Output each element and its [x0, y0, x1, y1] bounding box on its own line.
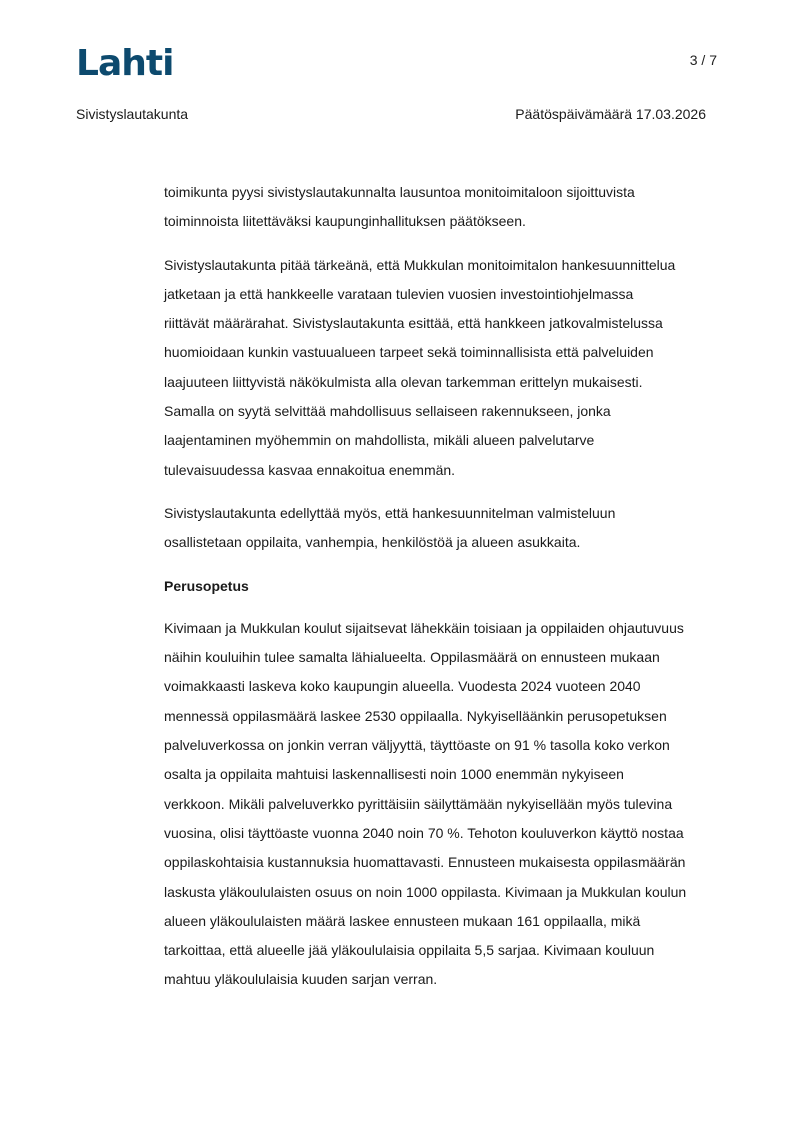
text-line: laskusta yläkoululaisten osuus on noin 1000 oppilasta. Kivimaan ja Mukkulan koulun	[164, 883, 687, 900]
text-line: Samalla on syytä selvittää mahdollisuus sellaiseen rakennukseen, jonka	[164, 403, 611, 420]
text-line: toimikunta pyysi sivistyslautakunnalta lausuntoa monitoimitaloon sijoittuvista	[164, 184, 635, 200]
text-line: palveluverkossa on jonkin verran väljyyttä, täyttöaste on 91 % tasolla koko verkon	[164, 737, 670, 754]
text-line: jatketaan ja että hankkeelle varataan tulevien vuosien investointiohjelmassa	[164, 285, 634, 302]
decision-date: Päätöspäivämäärä 17.03.2026	[515, 106, 706, 122]
section-paragraph	[164, 614, 724, 995]
section-heading: Perusopetus	[164, 577, 249, 594]
text-line: huomioidaan kunkin vastuualueen tarpeet sekä toiminnallisista että palveluiden	[164, 344, 654, 361]
text-line: mahtuu yläkoululaisia kuuden sarjan verran.	[164, 971, 438, 988]
text-line: osalta ja oppilaita mahtuisi laskennallisesti noin 1000 enemmän nykyiseen	[164, 766, 624, 783]
text-line: voimakkaasti laskeva koko kaupungin alueella. Vuodesta 2024 vuoteen 2040	[164, 678, 641, 695]
paragraph	[164, 251, 724, 485]
text-line: mennessä oppilasmäärä laskee 2530 oppilaalla. Nykyiselläänkin perusopetuksen	[164, 707, 667, 724]
text-line: riittävät määrärahat. Sivistyslautakunta esittää, että hankkeen jatkovalmistelussa	[164, 315, 663, 332]
text-line: Sivistyslautakunta edellyttää myös, että hankesuunnitelman valmisteluun	[164, 504, 616, 521]
text-line: alueen yläkoululaisten määrä laskee ennusteen mukaan 161 oppilaalla, mikä	[164, 912, 641, 929]
text-line: tarkoittaa, että alueelle jää yläkoululaisia oppilaita 5,5 sarjaa. Kivimaan kouluun	[164, 942, 655, 959]
lahti-logo: Lahti	[76, 43, 174, 84]
text-line: tulevaisuudessa kasvaa ennakoitua enemmän.	[164, 461, 456, 478]
text-line: vuosina, olisi täyttöaste vuonna 2040 noin 70 %. Tehoton kouluverkon käyttö nostaa	[164, 824, 684, 841]
department-name: Sivistyslautakunta	[76, 106, 189, 122]
text-line: Kivimaan ja Mukkulan koulut sijaitsevat lähekkäin toisiaan ja oppilaiden ohjautuvuus	[164, 619, 684, 636]
text-line: laajuuteen liittyvistä näkökulmista alla olevan tarkemman erittelyn mukaisesti.	[164, 373, 643, 390]
text-line: toiminnoista liitettäväksi kaupunginhallituksen päätökseen.	[164, 213, 526, 230]
text-line: osallistetaan oppilaita, vanhempia, henkilöstöä ja alueen asukkaita.	[164, 534, 581, 551]
text-line: oppilaskohtaisia kustannuksia huomattavasti. Ennusteen mukaisesta oppilasmäärän	[164, 854, 686, 871]
paragraph	[164, 499, 724, 558]
text-line: verkkoon. Mikäli palveluverkko pyrittäisiin säilyttämään nykyisellään myös tulevina	[164, 795, 673, 812]
document-body	[164, 178, 724, 1009]
text-line: näihin kouluihin tulee samalta lähialueelta. Oppilasmäärä on ennusteen mukaan	[164, 649, 660, 666]
text-line: Sivistyslautakunta pitää tärkeänä, että Mukkulan monitoimitalon hankesuunnittelua	[164, 256, 676, 273]
paragraph	[164, 178, 724, 237]
text-line: laajentaminen myöhemmin on mahdollista, mikäli alueen palvelutarve	[164, 432, 595, 449]
page-number: 3 / 7	[689, 52, 717, 68]
